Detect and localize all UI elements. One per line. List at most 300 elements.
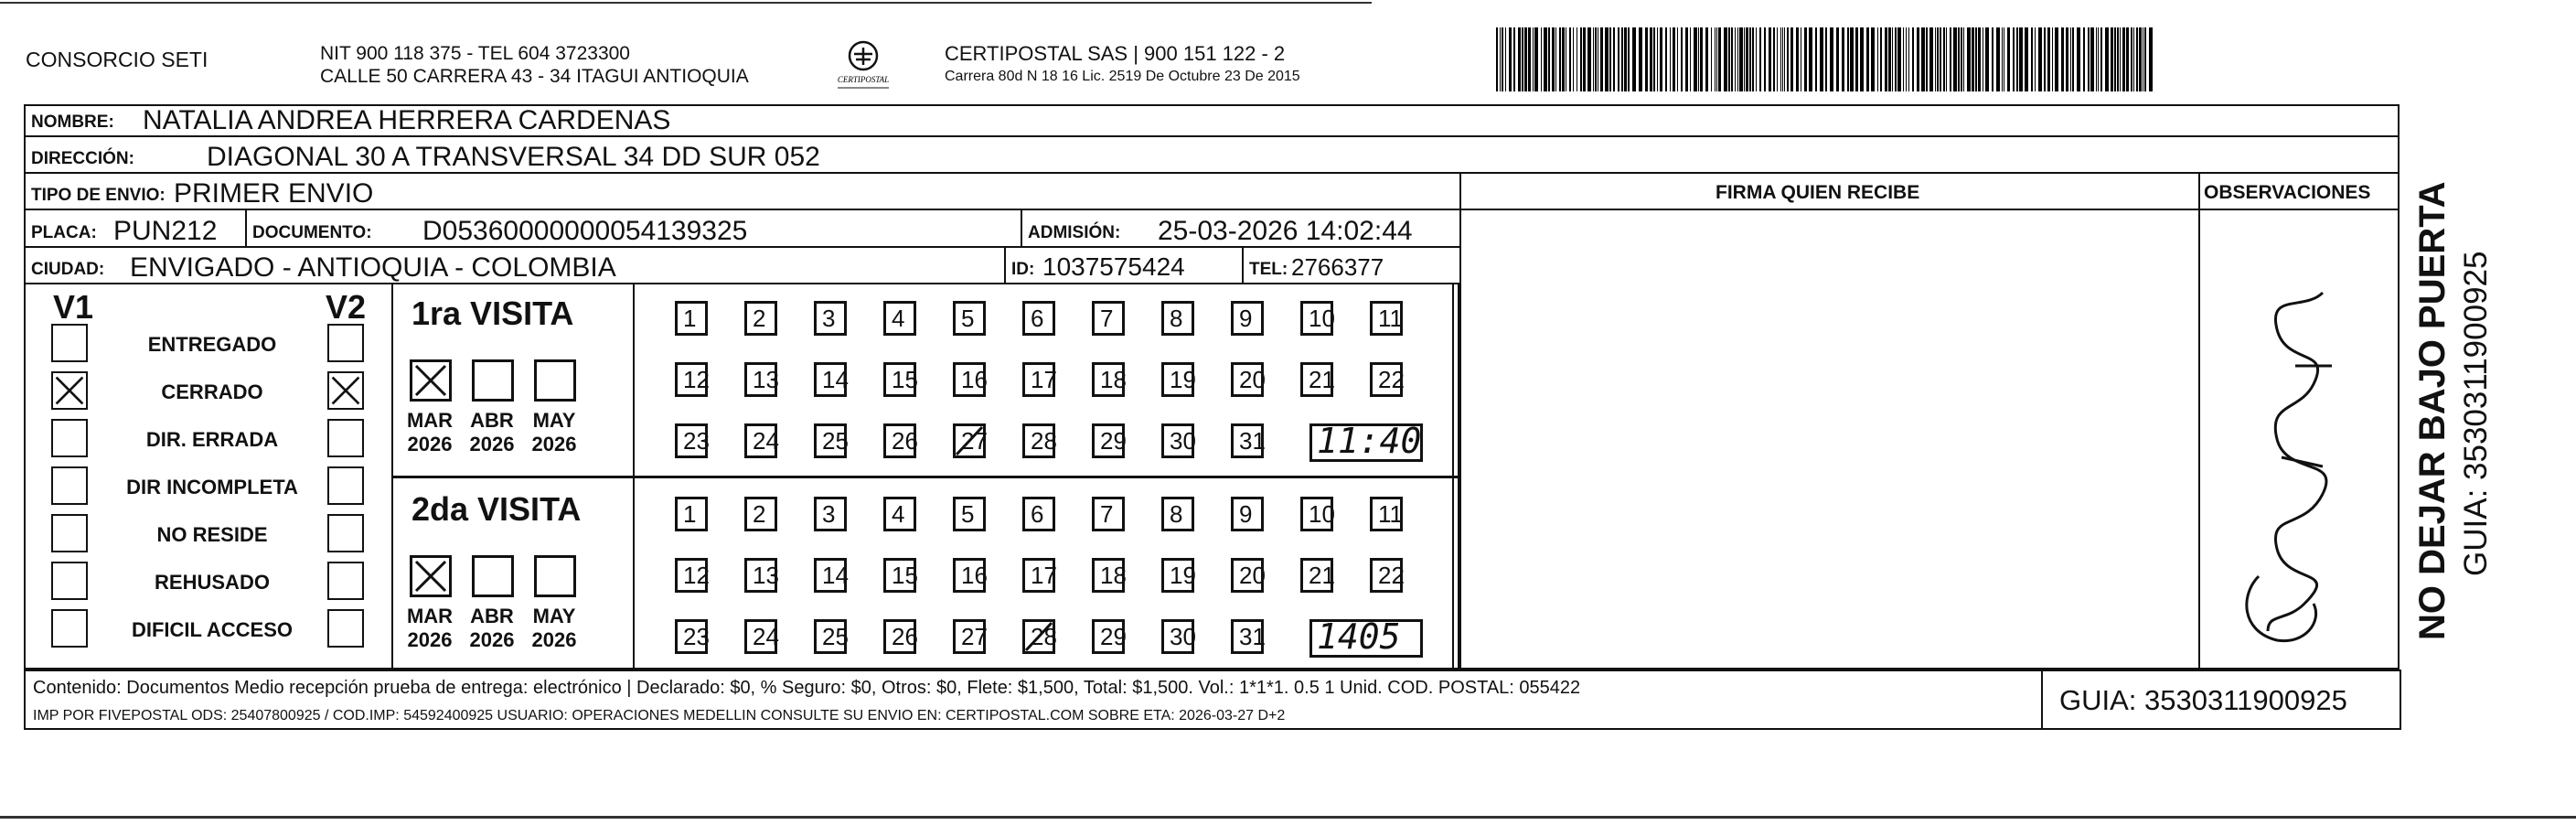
v2-checkbox[interactable] xyxy=(327,324,364,362)
ciudad-label: CIUDAD: xyxy=(31,260,105,279)
barcode-bar xyxy=(1752,27,1754,91)
barcode-bar xyxy=(1600,27,1603,91)
barcode-bar xyxy=(1926,27,1928,91)
month-label: MAR xyxy=(406,409,454,432)
handwritten-signature xyxy=(2213,274,2387,659)
v2-header: V2 xyxy=(326,288,367,326)
barcode-bar xyxy=(1513,27,1515,91)
barcode-bar xyxy=(1580,27,1582,91)
observaciones-header: OBSERVACIONES xyxy=(2204,182,2371,203)
v1-checkbox[interactable] xyxy=(51,609,88,648)
barcode-bar xyxy=(1609,27,1611,91)
handwritten-time: 11:40 xyxy=(1317,421,1422,461)
day-box[interactable]: 30 xyxy=(1161,619,1194,654)
barcode-bar xyxy=(1621,27,1623,91)
barcode-bar xyxy=(1937,27,1939,91)
month-checkbox[interactable] xyxy=(472,555,514,597)
barcode-bar xyxy=(2066,27,2068,91)
tipo-envio-label: TIPO DE ENVIO: xyxy=(31,186,166,205)
month-label: ABR xyxy=(470,409,514,432)
day-box[interactable]: 31 xyxy=(1231,619,1264,654)
day-box[interactable]: 27 xyxy=(953,423,986,458)
documento-label: DOCUMENTO: xyxy=(252,223,372,242)
barcode-bar xyxy=(1950,27,1951,91)
barcode-bar xyxy=(2083,27,2085,91)
barcode-bar xyxy=(1912,27,1914,91)
day-box[interactable]: 17 xyxy=(1022,558,1055,593)
barcode-bar xyxy=(1880,27,1882,91)
barcode-bar xyxy=(2149,27,2153,91)
barcode-bar xyxy=(1963,27,1964,91)
barcode-bar xyxy=(1895,27,1897,91)
status-label: REHUSADO xyxy=(155,571,270,594)
day-box[interactable]: 31 xyxy=(1231,423,1264,458)
barcode-bar xyxy=(1496,27,1498,91)
v1-checkbox[interactable] xyxy=(51,466,88,505)
day-box[interactable]: 11 xyxy=(1370,497,1403,531)
v1-checkbox[interactable] xyxy=(51,562,88,600)
barcode-bar xyxy=(1632,27,1636,91)
barcode-bar xyxy=(1700,27,1703,91)
day-box[interactable]: 19 xyxy=(1161,362,1194,397)
barcode-bar xyxy=(1681,27,1683,91)
day-box[interactable]: 5 xyxy=(953,301,986,336)
certipostal-logo xyxy=(828,40,898,95)
barcode-bar xyxy=(2007,27,2010,91)
barcode-bar xyxy=(1885,27,1887,91)
barcode-bar xyxy=(1782,27,1783,91)
barcode-bar xyxy=(1749,27,1751,91)
barcode-bar xyxy=(1842,27,1844,91)
barcode-bar xyxy=(2038,27,2042,91)
day-box[interactable]: 21 xyxy=(1300,362,1333,397)
barcode-bar xyxy=(1628,27,1630,91)
barcode-bar xyxy=(1645,27,1648,91)
day-box[interactable]: 18 xyxy=(1092,362,1125,397)
firma-header: FIRMA QUIEN RECIBE xyxy=(1716,182,1920,203)
barcode-bar xyxy=(1694,27,1697,91)
barcode-bar xyxy=(1866,27,1869,91)
day-box[interactable]: 2 xyxy=(744,301,777,336)
day-box[interactable]: 19 xyxy=(1161,558,1194,593)
tipo-envio-value: PRIMER ENVIO xyxy=(174,178,374,209)
barcode-bar xyxy=(1764,27,1766,91)
day-box[interactable]: 4 xyxy=(883,301,916,336)
barcode-bar xyxy=(1552,27,1555,91)
admision-value: 25-03-2026 14:02:44 xyxy=(1158,216,1413,246)
barcode-bar xyxy=(1917,27,1919,91)
barcode-bar xyxy=(1660,27,1662,91)
barcode-bar xyxy=(1618,27,1619,91)
barcode-bar xyxy=(1825,27,1827,91)
barcode-bar xyxy=(1705,27,1708,91)
barcode-bar xyxy=(2122,27,2125,91)
barcode-bar xyxy=(2052,27,2053,91)
barcode-bar xyxy=(1728,27,1730,91)
barcode-bar xyxy=(1953,27,1957,91)
barcode-bar xyxy=(1690,27,1691,91)
barcode-bar xyxy=(1605,27,1609,91)
day-box[interactable]: 10 xyxy=(1300,301,1333,336)
year-label: 2026 xyxy=(407,433,453,455)
day-box[interactable]: 13 xyxy=(744,558,777,593)
barcode-bar xyxy=(1943,27,1945,91)
barcode-bar xyxy=(1522,27,1523,91)
barcode-bar xyxy=(1929,27,1933,91)
day-box[interactable]: 1 xyxy=(675,301,708,336)
day-box[interactable]: 23 xyxy=(675,619,708,654)
barcode-bar xyxy=(1559,27,1561,91)
barcode-bar xyxy=(2031,27,2033,91)
barcode-bar xyxy=(1992,27,1993,91)
barcode-bar xyxy=(1500,27,1501,91)
barcode-bar xyxy=(2002,27,2003,91)
barcode-bar xyxy=(1737,27,1738,91)
barcode-bar xyxy=(1677,27,1678,91)
footer-line-1: Contenido: Documentos Medio recepción prueba de entrega: electrónico | Declarado: $0, % Seguro: $0, Otros: $0, Flete: $1,500, Total: $1,500. Vol.: 1*1*1. 0.5 1 Unid. COD. POSTAL: 055422 xyxy=(33,678,1581,698)
day-box[interactable]: 22 xyxy=(1370,558,1403,593)
barcode-bar xyxy=(1975,27,1977,91)
barcode-bar xyxy=(2100,27,2102,91)
v1-checkbox[interactable] xyxy=(51,371,88,410)
barcode-bar xyxy=(1836,27,1839,91)
barcode-bar xyxy=(1888,27,1891,91)
day-box[interactable]: 1 xyxy=(675,497,708,531)
month-label: MAR xyxy=(406,605,454,627)
barcode-bar xyxy=(1673,27,1675,91)
month-checkbox[interactable] xyxy=(534,555,576,597)
day-box[interactable]: 6 xyxy=(1022,497,1055,531)
barcode-bar xyxy=(1541,27,1542,91)
barcode-bar xyxy=(1593,27,1594,91)
barcode-bar xyxy=(1978,27,1981,91)
v2-checkbox[interactable] xyxy=(327,371,364,410)
barcode-bar xyxy=(1711,27,1712,91)
day-box[interactable]: 21 xyxy=(1300,558,1333,593)
barcode-bar xyxy=(1961,27,1962,91)
nit-line: NIT 900 118 375 - TEL 604 3723300 xyxy=(320,43,630,64)
day-box[interactable]: 10 xyxy=(1300,497,1333,531)
barcode-bar xyxy=(1569,27,1571,91)
day-box[interactable]: 25 xyxy=(814,423,847,458)
day-box[interactable]: 12 xyxy=(675,362,708,397)
barcode-bar xyxy=(1820,27,1823,91)
footer-line-2: IMP POR FIVEPOSTAL ODS: 25407800925 / COD.IMP: 54592400925 USUARIO: OPERACIONES MEDELLIN CONSULTE SU ENVIO EN: CERTIPOSTAL.COM SOBRE ETA: 2026-03-27 D+2 xyxy=(33,708,1286,723)
barcode-bar xyxy=(1657,27,1658,91)
month-checkbox[interactable] xyxy=(410,359,452,402)
nombre-label: NOMBRE: xyxy=(31,112,114,132)
day-box[interactable]: 23 xyxy=(675,423,708,458)
barcode xyxy=(1496,27,2156,91)
guia-box-text: GUIA: 3530311900925 xyxy=(2059,684,2347,716)
month-label: MAY xyxy=(532,409,576,432)
v1-checkbox[interactable] xyxy=(51,324,88,362)
scan-edge-bottom xyxy=(0,816,2576,819)
barcode-bar xyxy=(1860,27,1864,91)
barcode-bar xyxy=(1908,27,1909,91)
barcode-bar xyxy=(2019,27,2023,91)
day-box[interactable]: 3 xyxy=(814,497,847,531)
barcode-bar xyxy=(1985,27,1989,91)
company-name: CONSORCIO SETI xyxy=(26,48,208,71)
barcode-bar xyxy=(1555,27,1556,91)
day-box[interactable]: 20 xyxy=(1231,362,1264,397)
barcode-bar xyxy=(2126,27,2129,91)
barcode-bar xyxy=(1773,27,1775,91)
day-box[interactable]: 9 xyxy=(1231,497,1264,531)
barcode-bar xyxy=(1735,27,1736,91)
barcode-bar xyxy=(1573,27,1574,91)
status-label: DIR. ERRADA xyxy=(145,428,279,451)
license-line: Carrera 80d N 18 16 Lic. 2519 De Octubre 23 De 2015 xyxy=(945,69,1300,84)
barcode-bar xyxy=(1940,27,1941,91)
day-box[interactable]: 6 xyxy=(1022,301,1055,336)
month-checkbox[interactable] xyxy=(534,359,576,402)
day-box[interactable]: 27 xyxy=(953,619,986,654)
status-label: ENTREGADO xyxy=(147,333,277,356)
barcode-bar xyxy=(2139,27,2142,91)
barcode-bar xyxy=(1777,27,1778,91)
barcode-bar xyxy=(1739,27,1743,91)
barcode-bar xyxy=(2111,27,2113,91)
barcode-bar xyxy=(2088,27,2090,91)
barcode-bar xyxy=(1518,27,1521,91)
barcode-bar xyxy=(1809,27,1812,91)
barcode-bar xyxy=(1996,27,2000,91)
day-box[interactable]: 14 xyxy=(814,362,847,397)
barcode-bar xyxy=(1892,27,1893,91)
barcode-bar xyxy=(1670,27,1671,91)
v1-checkbox[interactable] xyxy=(51,514,88,552)
day-box[interactable]: 12 xyxy=(675,558,708,593)
status-label: NO RESIDE xyxy=(156,523,268,546)
day-box[interactable]: 5 xyxy=(953,497,986,531)
day-box[interactable]: 11 xyxy=(1370,301,1403,336)
id-value: 1037575424 xyxy=(1042,252,1185,281)
day-box[interactable]: 7 xyxy=(1092,301,1125,336)
barcode-bar xyxy=(1533,27,1534,91)
barcode-bar xyxy=(2047,27,2050,91)
visit-title: 1ra VISITA xyxy=(412,295,574,332)
v1-checkbox[interactable] xyxy=(51,419,88,457)
barcode-bar xyxy=(1759,27,1761,91)
barcode-bar xyxy=(1502,27,1503,91)
month-label: ABR xyxy=(470,605,514,627)
day-box[interactable]: 18 xyxy=(1092,558,1125,593)
v1-header: V1 xyxy=(53,288,94,326)
barcode-bar xyxy=(1685,27,1688,91)
day-box[interactable]: 15 xyxy=(883,362,916,397)
barcode-bar xyxy=(1855,27,1858,91)
barcode-bar xyxy=(2061,27,2064,91)
v2-checkbox[interactable] xyxy=(327,514,364,552)
v2-checkbox[interactable] xyxy=(327,419,364,457)
barcode-bar xyxy=(1744,27,1745,91)
barcode-bar xyxy=(2144,27,2146,91)
barcode-bar xyxy=(1903,27,1904,91)
month-label: MAY xyxy=(532,605,576,627)
barcode-bar xyxy=(1665,27,1667,91)
barcode-bar xyxy=(1796,27,1799,91)
day-box[interactable]: 17 xyxy=(1022,362,1055,397)
barcode-bar xyxy=(1613,27,1615,91)
day-box[interactable]: 29 xyxy=(1092,423,1125,458)
barcode-bar xyxy=(1784,27,1785,91)
day-box[interactable]: 16 xyxy=(953,362,986,397)
day-box[interactable]: 7 xyxy=(1092,497,1125,531)
day-box[interactable]: 30 xyxy=(1161,423,1194,458)
v2-checkbox[interactable] xyxy=(327,562,364,600)
ciudad-value: ENVIGADO - ANTIOQUIA - COLOMBIA xyxy=(130,252,616,283)
day-box[interactable]: 29 xyxy=(1092,619,1125,654)
year-label: 2026 xyxy=(531,628,577,651)
barcode-bar xyxy=(1544,27,1547,91)
barcode-bar xyxy=(1624,27,1627,91)
day-box[interactable]: 14 xyxy=(814,558,847,593)
direccion-value: DIAGONAL 30 A TRANSVERSAL 34 DD SUR 052 xyxy=(207,142,820,172)
tel-label: TEL: xyxy=(1249,260,1288,279)
barcode-bar xyxy=(1756,27,1757,91)
barcode-bar xyxy=(1534,27,1538,91)
barcode-bar xyxy=(1653,27,1655,91)
barcode-bar xyxy=(1509,27,1512,91)
barcode-bar xyxy=(1921,27,1925,91)
barcode-bar xyxy=(1972,27,1974,91)
carrier-line: CERTIPOSTAL SAS | 900 151 122 - 2 xyxy=(945,42,1286,65)
barcode-bar xyxy=(2090,27,2094,91)
v2-checkbox[interactable] xyxy=(327,466,364,505)
day-box[interactable]: 15 xyxy=(883,558,916,593)
barcode-bar xyxy=(2136,27,2138,91)
barcode-bar xyxy=(1524,27,1527,91)
day-box[interactable]: 24 xyxy=(744,423,777,458)
day-box[interactable]: 4 xyxy=(883,497,916,531)
barcode-bar xyxy=(1787,27,1789,91)
barcode-bar xyxy=(1967,27,1971,91)
barcode-bar xyxy=(2133,27,2134,91)
day-box[interactable]: 13 xyxy=(744,362,777,397)
barcode-bar xyxy=(1716,27,1717,91)
barcode-bar xyxy=(2055,27,2058,91)
barcode-bar xyxy=(1847,27,1849,91)
barcode-bar xyxy=(2016,27,2018,91)
handwritten-time: 1405 xyxy=(1317,616,1401,657)
barcode-bar xyxy=(1906,27,1907,91)
barcode-bar xyxy=(1871,27,1875,91)
status-label: CERRADO xyxy=(161,380,263,403)
scan-edge-top xyxy=(0,2,1372,4)
status-label: DIFICIL ACCESO xyxy=(131,618,293,641)
nombre-value: NATALIA ANDREA HERRERA CARDENAS xyxy=(143,105,671,135)
footer-frame xyxy=(24,670,2041,730)
barcode-bar xyxy=(1790,27,1793,91)
day-box[interactable]: 8 xyxy=(1161,301,1194,336)
barcode-bar xyxy=(2070,27,2071,91)
barcode-bar xyxy=(2013,27,2015,91)
barcode-bar xyxy=(1718,27,1721,91)
barcode-bar xyxy=(1877,27,1878,91)
barcode-bar xyxy=(1548,27,1550,91)
day-box[interactable]: 28 xyxy=(1022,619,1055,654)
year-label: 2026 xyxy=(469,433,515,455)
barcode-bar xyxy=(1650,27,1652,91)
barcode-bar xyxy=(2131,27,2132,91)
admision-label: ADMISIÓN: xyxy=(1028,223,1121,242)
barcode-bar xyxy=(1528,27,1531,91)
day-box[interactable]: 8 xyxy=(1161,497,1194,531)
barcode-bar xyxy=(2098,27,2099,91)
day-box[interactable]: 26 xyxy=(883,423,916,458)
side-guia: GUIA: 3530311900925 xyxy=(2458,251,2494,576)
barcode-bar xyxy=(1958,27,1960,91)
day-box[interactable]: 20 xyxy=(1231,558,1264,593)
barcode-bar xyxy=(2025,27,2028,91)
barcode-bar xyxy=(1731,27,1733,91)
barcode-bar xyxy=(2120,27,2121,91)
barcode-bar xyxy=(1595,27,1597,91)
year-label: 2026 xyxy=(407,628,453,651)
address-line: CALLE 50 CARRERA 43 - 34 ITAGUI ANTIOQUIA xyxy=(320,66,749,87)
day-box[interactable]: 24 xyxy=(744,619,777,654)
barcode-bar xyxy=(1897,27,1901,91)
day-box[interactable]: 16 xyxy=(953,558,986,593)
month-checkbox[interactable] xyxy=(410,555,452,597)
barcode-bar xyxy=(1505,27,1506,91)
day-box[interactable]: 22 xyxy=(1370,362,1403,397)
barcode-bar xyxy=(1850,27,1854,91)
barcode-bar xyxy=(1935,27,1936,91)
day-box[interactable]: 26 xyxy=(883,619,916,654)
day-box[interactable]: 25 xyxy=(814,619,847,654)
status-label: DIR INCOMPLETA xyxy=(126,476,298,498)
year-label: 2026 xyxy=(531,433,577,455)
barcode-bar xyxy=(2114,27,2116,91)
barcode-bar xyxy=(2072,27,2074,91)
day-box[interactable]: 3 xyxy=(814,301,847,336)
barcode-bar xyxy=(1780,27,1781,91)
barcode-bar xyxy=(1746,27,1748,91)
placa-label: PLACA: xyxy=(31,223,97,242)
day-box[interactable]: 2 xyxy=(744,497,777,531)
month-checkbox[interactable] xyxy=(472,359,514,402)
barcode-bar xyxy=(1769,27,1771,91)
barcode-bar xyxy=(2044,27,2046,91)
documento-value: D05360000000054139325 xyxy=(422,216,748,246)
tel-value: 2766377 xyxy=(1291,253,1384,281)
barcode-bar xyxy=(1830,27,1833,91)
barcode-bar xyxy=(2117,27,2119,91)
barcode-bar xyxy=(1815,27,1817,91)
barcode-bar xyxy=(1804,27,1807,91)
guide-frame xyxy=(24,104,2400,670)
barcode-bar xyxy=(2035,27,2036,91)
barcode-bar xyxy=(1698,27,1699,91)
visit-title: 2da VISITA xyxy=(412,490,582,528)
svg-text:CERTIPOSTAL: CERTIPOSTAL xyxy=(837,75,890,84)
direccion-label: DIRECCIÓN: xyxy=(31,149,134,168)
side-warning: NO DEJAR BAJO PUERTA xyxy=(2412,181,2453,640)
barcode-bar xyxy=(1715,27,1716,91)
barcode-bar xyxy=(1562,27,1565,91)
barcode-bar xyxy=(1639,27,1642,91)
barcode-bar xyxy=(2096,27,2097,91)
day-box[interactable]: 28 xyxy=(1022,423,1055,458)
barcode-bar xyxy=(2077,27,2080,91)
barcode-bar xyxy=(1724,27,1727,91)
v2-checkbox[interactable] xyxy=(327,609,364,648)
day-box[interactable]: 9 xyxy=(1231,301,1264,336)
barcode-bar xyxy=(1583,27,1586,91)
